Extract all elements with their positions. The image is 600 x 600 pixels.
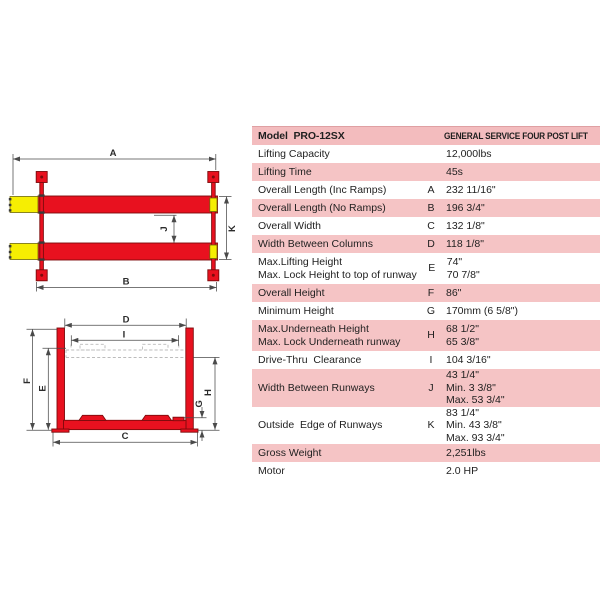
spec-label: Overall Length (No Ramps) [258,201,386,214]
spec-row [252,320,600,351]
spec-label: Width Between Runways [258,381,375,394]
spec-row [252,217,600,235]
raised-runway-dashed [66,344,186,357]
spec-row [252,253,600,284]
dim-width-between-runways [154,215,177,242]
spec-value: 232 11/16" [446,183,496,196]
post-rear-left [36,270,47,281]
dim-label-e: E [37,385,49,392]
spec-dim-letter: B [427,201,435,214]
spec-dim-letter: E [428,262,436,275]
dim-label-c: C [121,431,129,442]
spec-row [252,181,600,199]
dim-label-h: H [203,389,215,396]
ramp-top [9,197,38,213]
spec-row [252,302,600,320]
spec-value: 68 1/2" 65 3/8" [446,323,479,348]
dim-label-i: I [122,329,126,341]
spec-value: 43 1/4" Min. 3 3/8" Max. 53 3/4" [446,369,505,406]
spec-label: Width Between Columns [258,237,373,250]
dim-overall-length-no-ramps [37,277,217,292]
spec-row [252,462,600,480]
spec-label: Max.Lifting Height Max. Lock Height to top of runway [258,256,417,281]
spec-value: 170mm (6 5/8") [446,304,519,317]
ramp-bottom [9,244,38,260]
spec-row [252,145,600,163]
dim-label-k: K [227,225,238,232]
post-front-right [208,172,219,183]
spec-label: Lifting Capacity [258,147,330,160]
lowered-runway [64,415,187,429]
spec-row [252,163,600,181]
spec-label: Motor [258,464,285,477]
crossbeam-right [212,177,216,277]
spec-dim-letter: J [428,381,434,394]
spec-table [252,126,600,480]
spec-row [252,199,600,217]
spec-value: 74" 70 7/8" [446,256,480,281]
slider-block-bottom [210,245,217,259]
runway-bottom [38,243,218,260]
spec-value: 118 1/8" [446,237,484,250]
spec-row [252,351,600,369]
spec-value: 12,000lbs [446,147,492,160]
table-title: GENERAL SERVICE FOUR POST LIFT [444,131,588,141]
spec-dim-letter: I [429,353,433,366]
dim-width-between-columns [65,314,186,327]
base-plate-right [181,429,198,432]
spec-row [252,235,600,253]
spec-value: 86" [446,286,462,299]
runway-top [38,196,218,213]
spec-dim-letter: K [427,419,435,431]
column-right [186,328,194,430]
spec-label: Minimum Height [258,304,334,317]
spec-value: 196 3/4" [446,201,485,214]
spec-row [252,284,600,302]
spec-label: Max.Underneath Height Max. Lock Underneath runway [258,323,401,348]
spec-dim-letter: F [427,286,435,299]
spec-dim-letter: D [427,237,435,250]
dim-overall-width [53,431,197,447]
spec-row [252,444,600,462]
post-front-left [36,172,47,183]
spec-value: 2.0 HP [446,464,479,477]
spec-label: Overall Length (Inc Ramps) [258,183,387,196]
model-name: Model PRO-12SX [258,130,345,142]
spec-label: Drive-Thru Clearance [258,353,362,366]
dim-max-underneath-height [193,357,219,430]
spec-value: 104 3/16" [446,353,491,366]
spec-label: Overall Width [258,219,322,232]
spec-label: Overall Height [258,286,325,299]
dim-label-a: A [109,148,117,159]
dim-label-j: J [159,226,170,232]
spec-row [252,407,600,445]
dim-label-b: B [122,276,130,288]
spec-dim-letter: H [427,329,435,342]
spec-dim-letter: A [427,183,435,196]
dim-drive-thru-clearance [71,329,178,346]
slider-block-top [210,198,217,212]
spec-row [252,369,600,407]
spec-dim-letter: G [426,304,436,317]
front-view [22,314,220,446]
spec-value: 45s [446,165,463,178]
spec-dim-letter: C [427,219,435,232]
spec-table-header [252,126,600,145]
spec-label: Gross Weight [258,446,322,459]
crossbeam-left [40,177,44,277]
dim-label-g: G [194,400,206,408]
base-plate-left [52,429,69,432]
spec-rows [252,145,600,480]
dim-label-f: F [21,378,33,384]
spec-label: Lifting Time [258,165,312,178]
plan-view [9,148,238,292]
spec-value: 2,251lbs [446,446,486,459]
post-rear-right [208,270,219,281]
dim-overall-height [22,329,57,430]
spec-label: Outside Edge of Runways [258,419,383,431]
column-left [57,328,65,430]
spec-value: 132 1/8" [446,219,485,232]
dim-outside-edge-of-runways [219,197,238,260]
dim-label-d: D [122,314,130,326]
spec-value: 83 1/4" Min. 43 3/8" Max. 93 3/4" [446,406,505,444]
